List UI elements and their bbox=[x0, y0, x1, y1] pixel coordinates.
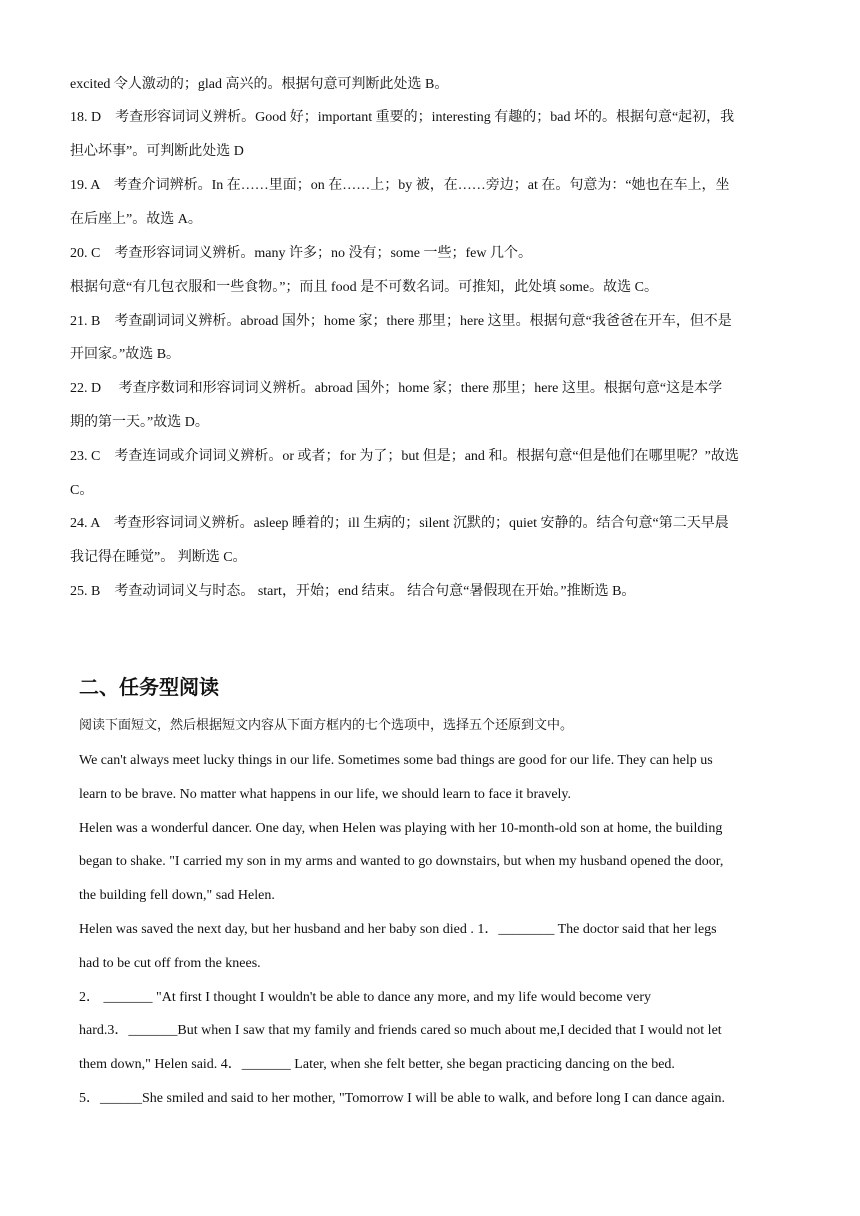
answer-line: 开回家。”故选 B。 bbox=[70, 347, 181, 362]
answer-line: 根据句意“有几包衣服和一些食物。”；而且 food 是不可数名词。可推知，此处填 some。故选 C。 bbox=[70, 280, 658, 295]
passage-line: Helen was a wonderful dancer. One day, when Helen was playing with her 10-month-old son at home, the building bbox=[79, 821, 723, 836]
passage-line: 5．______She smiled and said to her mother, "Tomorrow I will be able to walk, and before long I can dance again. bbox=[79, 1091, 726, 1106]
answer-line: 在后座上”。故选 A。 bbox=[70, 212, 202, 227]
answer-line: 期的第一天。”故选 D。 bbox=[70, 415, 209, 430]
answer-line: 24. A 考查形容词词义辨析。asleep 睡着的；ill 生病的；silent 沉默的；quiet 安静的。结合句意“第二天早晨 bbox=[70, 516, 729, 531]
answer-line: 18. D 考查形容词词义辨析。Good 好；important 重要的；interesting 有趣的；bad 坏的。根据句意“起初，我 bbox=[70, 110, 735, 125]
answer-line: 21. B 考查副词词义辨析。abroad 国外；home 家；there 那里；here 这里。根据句意“我爸爸在开车，但不是 bbox=[70, 314, 732, 329]
passage-line: began to shake. "I carried my son in my arms and wanted to go downstairs, but when my husband opened the door, bbox=[79, 854, 724, 869]
answer-line: C。 bbox=[70, 483, 94, 498]
answer-line: 担心坏事”。可判断此处选 D bbox=[70, 144, 244, 159]
answer-line: 25. B 考查动词词义与时态。 start，开始；end 结束。 结合句意“暑假现在开始。”推断选 B。 bbox=[70, 584, 636, 599]
answer-line: 23. C 考查连词或介词词义辨析。or 或者；for 为了；but 但是；and 和。根据句意“但是他们在哪里呢？”故选 bbox=[70, 449, 739, 464]
passage-line: learn to be brave. No matter what happens in our life, we should learn to face it bravely. bbox=[79, 787, 572, 802]
passage-line: Helen was saved the next day, but her husband and her baby son died . 1．________ The doctor said that her legs bbox=[79, 922, 717, 937]
answer-line: 我记得在睡觉”。 判断选 C。 bbox=[70, 550, 247, 565]
passage-line: 2． _______ "At first I thought I wouldn't be able to dance any more, and my life would become very bbox=[79, 990, 651, 1005]
passage-line: hard.3．_______But when I saw that my family and friends cared so much about me,I decided that I would not let bbox=[79, 1023, 722, 1038]
passage-line: them down," Helen said. 4．_______ Later, when she felt better, she began practicing dancing on the bed. bbox=[79, 1057, 675, 1072]
answer-line: 19. A 考查介词辨析。In 在……里面；on 在……上；by 被，在……旁边；at 在。句意为：“她也在车上，坐 bbox=[70, 178, 730, 193]
passage-line: We can't always meet lucky things in our life. Sometimes some bad things are good for our life. They can help us bbox=[79, 753, 713, 768]
answer-line: 20. C 考查形容词词义辨析。many 许多；no 没有；some 一些；few 几个。 bbox=[70, 246, 532, 261]
answer-line: excited 令人激动的；glad 高兴的。根据句意可判断此处选 B。 bbox=[70, 77, 449, 92]
section-instruction: 阅读下面短文，然后根据短文内容从下面方框内的七个选项中，选择五个还原到文中。 bbox=[79, 718, 574, 733]
passage-line: the building fell down," sad Helen. bbox=[79, 888, 275, 903]
answer-line: 22. D 考查序数词和形容词词义辨析。abroad 国外；home 家；there 那里；here 这里。根据句意“这是本学 bbox=[70, 381, 723, 396]
section-heading: 二、任务型阅读 bbox=[79, 675, 219, 699]
passage-line: had to be cut off from the knees. bbox=[79, 956, 261, 971]
